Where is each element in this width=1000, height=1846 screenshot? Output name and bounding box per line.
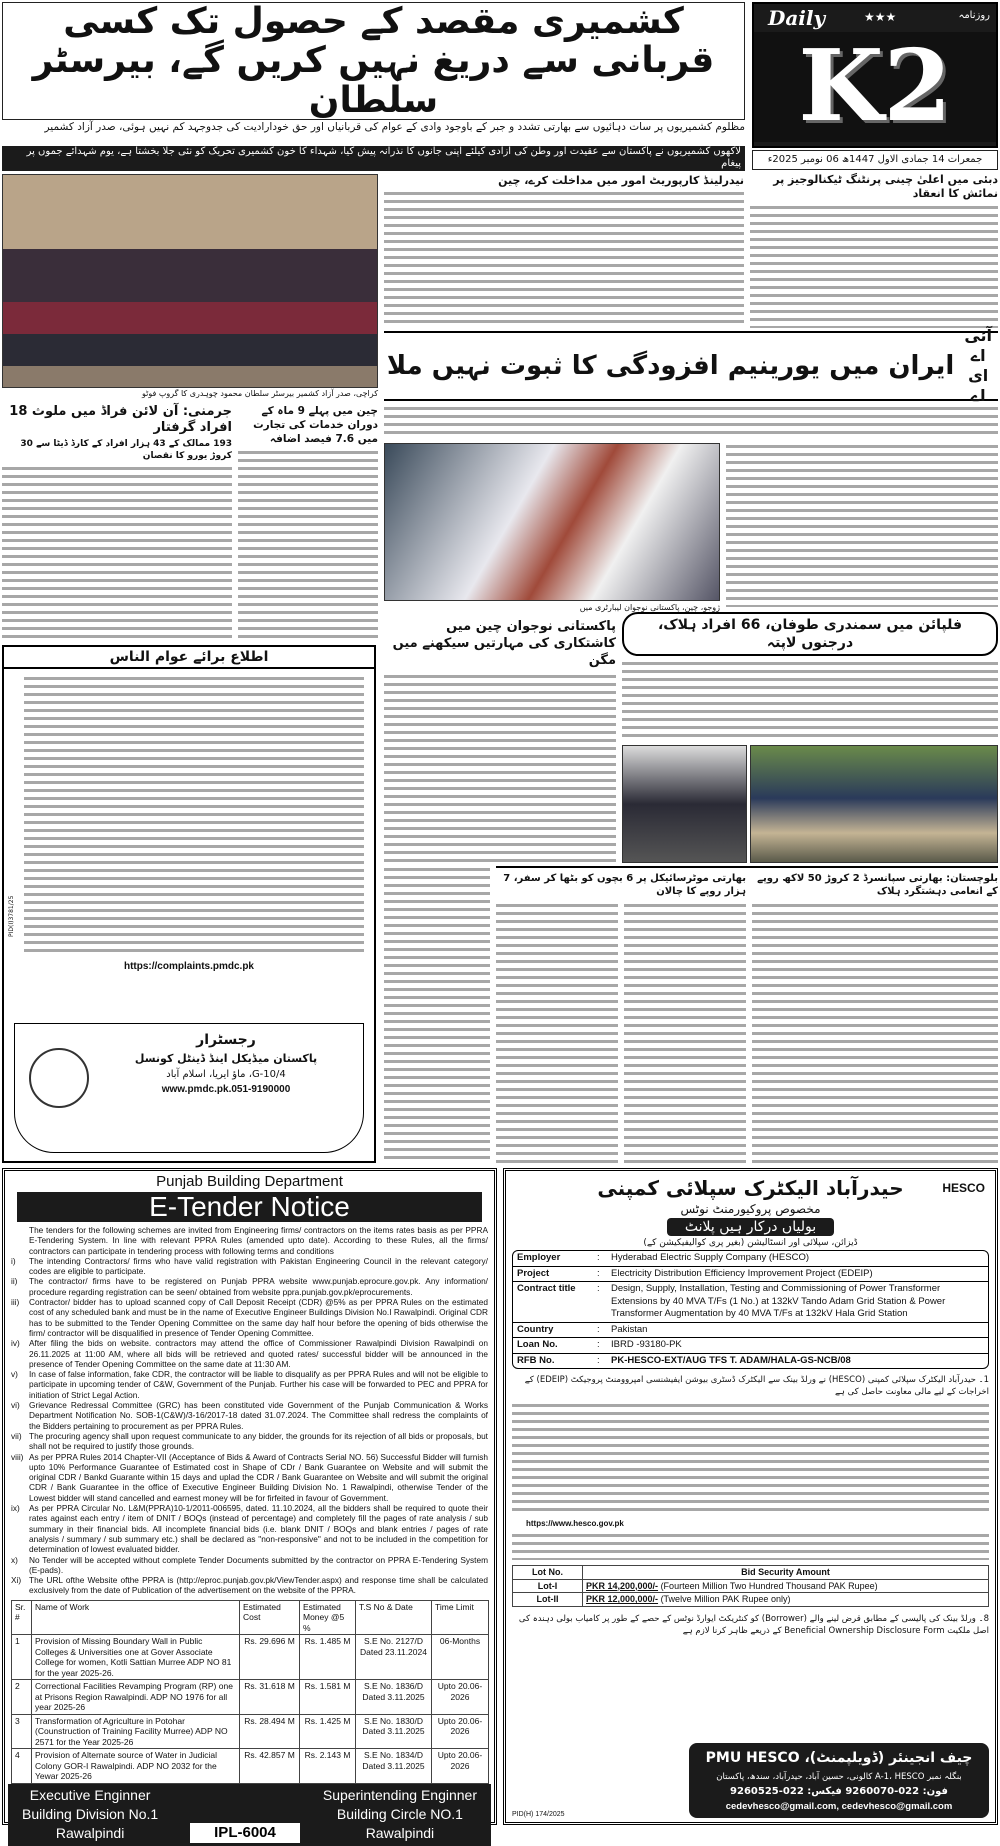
bottom-story-1-headline: بھارتی موٹرسائیکل پر 6 بچوں کو بٹھا کر سفر، 7 ہزار روپے کا چالان bbox=[503, 873, 746, 897]
divider bbox=[496, 866, 998, 868]
ipl-number: IPL-6004 bbox=[190, 1823, 300, 1843]
tender-condition bbox=[5, 1452, 494, 1503]
hesco-field-value: IBRD -93180-PK bbox=[611, 1339, 682, 1350]
hesco-title-row bbox=[506, 1171, 995, 1201]
story-dubai bbox=[750, 173, 998, 328]
story-china-trade bbox=[238, 404, 378, 642]
lead-subheadline: مظلوم کشمیریوں پر سات دہائیوں سے بھارتی تشدد و جبر کے باوجود وادی کے عوام کی قربانیاں اور حق خودارادیت کی جدوجہد کم نہیں ہوئی، صدر آزاد کشمیر bbox=[44, 121, 745, 133]
tender-title: E-Tender Notice bbox=[17, 1192, 482, 1222]
col-story-b bbox=[496, 902, 618, 1164]
hesco-pill: بولیاں درکار ہیں پلانٹ bbox=[667, 1218, 834, 1236]
condition-text: After filing the bids on website. contractors may attend the office of Commissioner Rawalpindi Division Rawalpindi on 26.11.2025 at 11:00 AM, where all bids will be retrieved and quoted rates/ successful bidder will be announced in the presence of Tender Opening Committee on the same date at 11:30 AM. bbox=[29, 1338, 488, 1369]
pmdc-pid: PID(I)3781/25 bbox=[8, 895, 15, 937]
tender-cell: Provision of Missing Boundary Wall in Public Colleges & Universities one at Gover Associate College for women, Kotli Sattian Murree ADP NO 81 for the year 2025-26. bbox=[32, 1635, 240, 1680]
condition-number: v) bbox=[11, 1369, 18, 1380]
hesco-field-row: Employer : Hyderabad Electric Supply Company (HESCO) bbox=[513, 1251, 988, 1267]
lead-headline-box bbox=[2, 2, 745, 120]
tender-condition bbox=[5, 1297, 494, 1338]
tender-condition bbox=[5, 1575, 494, 1596]
hesco-field-label: Project bbox=[517, 1267, 550, 1279]
hesco-subtitle: مخصوص پروکیورمنٹ نوٹس bbox=[680, 1202, 821, 1216]
tender-column-header: Estimated Money @5 % bbox=[300, 1600, 356, 1635]
lot-row bbox=[513, 1579, 989, 1593]
bottom-story-1-body bbox=[624, 902, 746, 1164]
hesco-field-row: Contract title : Design, Supply, Installation, Testing and Commissioning of Power Transformer Extensions by 40 MVA T/Fs (1 No.) at 132kV Tando Adam Grid Station & Power Transformer Augmentation by 40 MVA T/Fs at 132kV Hala Grid Station bbox=[513, 1282, 988, 1323]
sig-left bbox=[22, 1786, 158, 1843]
condition-number: i) bbox=[11, 1255, 16, 1266]
hesco-field-row: Loan No. : IBRD -93180-PK bbox=[513, 1338, 988, 1354]
pmdc-body bbox=[24, 675, 364, 955]
condition-text: The URL ofthe Website ofthe PPRA is (http://eproc.punjab.gov.pk/ViewTender.aspx) and response time shall be calculated exclusively from the date of Publication of the advertisement on the website of the PPRA. bbox=[29, 1575, 488, 1596]
tender-cell: 4 bbox=[12, 1749, 32, 1784]
hesco-phone: فون: 022-9260070 فیکس: 022-9260525 bbox=[730, 1786, 948, 1797]
iran-headline-box bbox=[384, 326, 998, 405]
story-netherlands-headline: نیدرلینڈ کارپوریٹ امور میں مداخلت کرے، چین bbox=[498, 174, 744, 187]
tender-row bbox=[12, 1635, 489, 1680]
sig-left-division: Building Division No.1 bbox=[22, 1805, 159, 1822]
hesco-para8: 8۔ ورلڈ بینک کی پالیسی کے مطابق قرض لینے والے (Borrower) کو کنٹریکٹ ایوارڈ نوٹس کے حصے کے طور پر کامیاب بولی دہندہ کی اصل ملکیت Beneficial Ownership Disclosure Form کے ذریعے ظاہر کرنا لازم ہے bbox=[518, 1613, 989, 1636]
hesco-field-row: RFB No. : PK-HESCO-EXT/AUG TFS T. ADAM/HALA-GS-NCB/08 bbox=[513, 1354, 988, 1369]
condition-text: As per PPRA Circular No. L&M(PPRA)10-1/2011-006595, dated. 11.10.2024, all the bidders shall be required to quote their rates against each entry / item of DNIT / BOQs (instead of percentage) and completely fill the pages of rate analysis / sub summary in their financial bids. All incomplete financial bids (i.e. blank DNIT / BOQs and blank entries / pages of rate analysis / summary / sub summary etc.) shall be declared as "non-responsive" and not to be included in the competition for determination of lowest evaluated bidder. bbox=[29, 1503, 488, 1555]
lot-number: Lot-II bbox=[513, 1593, 583, 1607]
tender-cell: Transformation of Agriculture in Potohar (Counstruction of Training Facility Murree) ADP NO 2571 for the Year 2025-26 bbox=[32, 1714, 240, 1749]
issue-date: جمعرات 14 جمادی الاول 1447ھ 06 نومبر 2025ء bbox=[752, 150, 998, 170]
tender-cell: Upto 20.06-2026 bbox=[432, 1680, 489, 1715]
pmdc-title: اطلاع برائے عوام الناس bbox=[4, 647, 374, 669]
hesco-field-label: Contract title bbox=[517, 1283, 576, 1294]
tender-cell: 06-Months bbox=[432, 1635, 489, 1680]
germany-subheadline: 193 ممالک کے 43 ہزار افراد کے کارڈ ڈیٹا سے 30 کروڑ یورو کا نقصان bbox=[20, 439, 232, 461]
logo-stars: ★★★ bbox=[864, 10, 897, 24]
tender-condition bbox=[5, 1400, 494, 1431]
sig-left-title: Executive Enginner bbox=[29, 1786, 151, 1803]
lead-headline: کشمیری مقصد کے حصول تک کسی قربانی سے دریغ نہیں کریں گے، بیرسٹر سلطان bbox=[32, 0, 715, 121]
tender-condition bbox=[5, 1503, 494, 1554]
lot-row bbox=[513, 1593, 989, 1607]
tender-table bbox=[11, 1600, 489, 1784]
sig-right bbox=[323, 1786, 477, 1843]
lot-amount-words: (Fourteen Million Two Hundred Thousand PAK Rupee) bbox=[660, 1580, 878, 1591]
lot-col-no: Lot No. bbox=[513, 1566, 583, 1580]
story-dubai-headline: دبئی میں اعلیٰ چینی پرنٹنگ ٹیکنالوجیز پر نمائش کا انعقاد bbox=[773, 173, 998, 200]
pmdc-contact: www.pmdc.pk.051-9190000 bbox=[161, 1084, 291, 1095]
bottom-story-2-body bbox=[752, 902, 998, 1164]
tender-cell: S.E No. 1834/D Dated 3.11.2025 bbox=[356, 1749, 432, 1784]
tender-cell: Rs. 42.857 M bbox=[240, 1749, 300, 1784]
germany-body bbox=[2, 465, 232, 642]
philippines-headline-box bbox=[622, 612, 998, 656]
lab-photo-caption: ژوجو، چین، پاکستانی نوجوان لیبارٹری میں bbox=[579, 603, 720, 612]
philippines-body bbox=[622, 660, 998, 742]
bottom-story-2-headline: بلوچستان: بھارتی سپانسرڈ 2 کروڑ 50 لاکھ روپے کے انعامی دہشتگرد ہلاک bbox=[757, 873, 998, 897]
condition-text: Grievance Redressal Committee (GRC) has been constituted vide Government of the Punjab Communication & Works Department Notification No. SOB-1(C&W)/3-16/2017-18 dated 31.07.2024. The Committee shall redress the complaints of the Bidders pertaining to procurement as per PPRA Rules. bbox=[29, 1400, 488, 1431]
hesco-body bbox=[512, 1402, 989, 1514]
hesco-contact-address: بنگلہ نمبر A-1، HESCO کالونی، حسین آباد، حیدرآباد، سندھ، پاکستان bbox=[716, 1772, 962, 1782]
hesco-pid: PID(H) 174/2025 bbox=[512, 1811, 565, 1818]
tender-row bbox=[12, 1714, 489, 1749]
story-netherlands bbox=[384, 174, 744, 328]
condition-number: iii) bbox=[11, 1297, 20, 1308]
pak-youth-headline: پاکستانی نوجوان چین میں کاشتکاری کی مہارتیں سیکھنے میں مگن bbox=[392, 619, 616, 668]
condition-text: The intending Contractors/ firms who have valid registration with Pakistan Engineering Council in the relevant category/ codes are eligible to participate. bbox=[29, 1255, 488, 1277]
hesco-field-row: Project : Electricity Distribution Efficiency Improvement Project (EDEIP) bbox=[513, 1267, 988, 1283]
pmdc-notice bbox=[2, 645, 376, 1163]
condition-number: iv) bbox=[11, 1338, 20, 1349]
right-column-body bbox=[726, 443, 998, 607]
sig-right-city: Rawalpindi bbox=[365, 1824, 435, 1841]
tender-cell: Rs. 1.581 M bbox=[300, 1680, 356, 1715]
tender-column-header: Time Limit bbox=[432, 1600, 489, 1635]
hesco-scope: ڈیزائن، سپلائی اور انسٹالیشن (بغیر پری کوالیفیکیشن کے) bbox=[643, 1238, 858, 1248]
col-story-a bbox=[384, 866, 490, 1164]
k2-logo bbox=[752, 2, 998, 148]
tender-condition bbox=[5, 1256, 494, 1277]
lot-number: Lot-I bbox=[513, 1579, 583, 1593]
tender-dept: Punjab Building Department bbox=[156, 1173, 343, 1190]
condition-number: vi) bbox=[11, 1400, 20, 1411]
hesco-field-value: Pakistan bbox=[611, 1323, 648, 1335]
hesco-field-row: Country : Pakistan bbox=[513, 1323, 988, 1339]
story-netherlands-body bbox=[384, 190, 744, 328]
tender-signature-block bbox=[8, 1784, 491, 1846]
hesco-contact-box bbox=[689, 1743, 989, 1818]
tender-condition bbox=[5, 1369, 494, 1400]
condition-text: Contractor/ bidder has to upload scanned copy of Call Deposit Receipt (CDR) @5% as per PPRA Rules on the estimated cost of any scheduled bank and must be in the name of Executive Engineer Buildings Division No.I Rawalpindi. Original CDR has to be submitted to the Tender Opening Committee on the same day half hour before the opening of bids otherwise the firm/ contractor will be disqualified in presence of Tender Opening Committee. bbox=[29, 1297, 488, 1338]
china-trade-body bbox=[238, 449, 378, 642]
pmdc-footer bbox=[14, 1023, 364, 1153]
tender-condition bbox=[5, 1276, 494, 1297]
tender-cell: Rs. 28.494 M bbox=[240, 1714, 300, 1749]
hesco-footer-row bbox=[506, 1743, 995, 1822]
group-photo bbox=[2, 174, 378, 388]
hesco-field-label: Loan No. bbox=[517, 1339, 558, 1350]
condition-text: No Tender will be accepted without complete Tender Documents submitted by the contractor on PPRA E-Tendering System (E-pads). bbox=[29, 1554, 488, 1575]
lot-col-amount: Bid Security Amount bbox=[583, 1566, 989, 1580]
iran-headline: ایران میں یورینیم افزودگی کا ثبوت نہیں ملا bbox=[386, 351, 955, 381]
lot-amount-cell bbox=[583, 1593, 989, 1607]
story-philippines bbox=[622, 612, 998, 742]
tender-row bbox=[12, 1680, 489, 1715]
condition-number: x) bbox=[11, 1554, 18, 1565]
hesco-email[interactable]: cedevhesco@gmail.com, cedevhesco@gmail.com bbox=[725, 1801, 953, 1812]
logo-urdu-name: روزنامہ bbox=[958, 10, 990, 21]
tender-cell: Rs. 29.696 M bbox=[240, 1635, 300, 1680]
tender-cell: Upto 20.06-2026 bbox=[432, 1749, 489, 1784]
hesco-field-value: Design, Supply, Installation, Testing and Commissioning of Power Transformer Extensions by 40 MVA T/Fs (1 No.) at 132kV Tando Adam Grid Station & Power Transformer Augmentation by 40 MVA T/Fs at 132kV Hala Grid Station bbox=[611, 1283, 946, 1319]
event-photo-2 bbox=[750, 745, 998, 863]
pmdc-registrar: رجسٹرار bbox=[196, 1032, 256, 1048]
hesco-title: حیدرآباد الیکٹرک سپلائی کمپنی bbox=[597, 1176, 904, 1200]
tender-cell: Rs. 1.485 M bbox=[300, 1635, 356, 1680]
condition-text: The procuring agency shall upon request communicate to any bidder, the grounds for its rejection of all bids or proposals, but shall not be required to justify those grounds. bbox=[29, 1430, 488, 1452]
tender-row bbox=[12, 1749, 489, 1784]
e-tender-notice bbox=[2, 1168, 497, 1841]
tender-cell: 1 bbox=[12, 1635, 32, 1680]
tender-cell: Correctional Facilities Revamping Program (RP) one at Prisons Region Rawalpindi. ADP NO 1976 for all year 2025-26 bbox=[32, 1680, 240, 1715]
china-trade-headline: چین میں پہلے 9 ماہ کے دوران خدمات کی تجارت میں 7.6 فیصد اضافہ bbox=[253, 405, 378, 445]
story-dubai-body bbox=[750, 204, 998, 328]
lab-photo bbox=[384, 443, 720, 601]
logo-daily: Daily bbox=[768, 6, 826, 30]
lot-table bbox=[512, 1565, 989, 1607]
hesco-field-label: RFB No. bbox=[517, 1354, 555, 1366]
tender-cell: S.E No. 2127/D Dated 23.11.2024 bbox=[356, 1635, 432, 1680]
condition-number: viii) bbox=[11, 1451, 24, 1462]
bottom-story-1 bbox=[496, 872, 746, 1164]
hesco-field-label: Country bbox=[517, 1323, 554, 1335]
condition-text: As per PPRA Rules 2014 Chapter-VII (Acceptance of Bids & Award of Contracts Serial NO. 56) Successful Bidder will furnish upto 10% Performance Guarantee of Estimated cost in Shape of CDr / Bank Guarantee on Website and will submit the original CDR / Bankd Guarante within 15 days and uplad the CDR / Bank Guarantee on Website and will submit the original CDR / Bank Guarantee in the office of Executive Engineer Building Division No. 1 Rawalpindi, otherwise Tender of the Lowest bidder will stand cancelled and earnest money will be for firfeited in favour of Government. bbox=[29, 1451, 488, 1503]
tender-column-header: Name of Work bbox=[32, 1600, 240, 1635]
hesco-logo: HESCO bbox=[942, 1181, 985, 1195]
germany-headline: جرمنی: آن لائن فراڈ میں ملوث 18 افراد گرفتار bbox=[9, 404, 232, 435]
tender-cell: Rs. 31.618 M bbox=[240, 1680, 300, 1715]
philippines-headline: فلپائن میں سمندری طوفان، 66 افراد ہلاک، درجنوں لاپتہ bbox=[657, 617, 963, 651]
condition-number: ii) bbox=[11, 1276, 18, 1287]
lot-amount: PKR 12,000,000/- bbox=[586, 1594, 659, 1604]
bottom-story-2 bbox=[752, 872, 998, 1164]
tender-cell: S.E No. 1830/D Dated 3.11.2025 bbox=[356, 1714, 432, 1749]
condition-number: vii) bbox=[11, 1430, 22, 1441]
condition-text: The contractor/ firms have to be registered on Punjab PPRA website www.punjab.eprocure.gov.pk. Any information/ procedure regarding registration can be seen/ obtained from website ppra.punjab.gov.pk/eprocurements. bbox=[29, 1276, 488, 1297]
iran-body bbox=[384, 405, 998, 439]
story-germany bbox=[2, 404, 232, 642]
pmdc-council: پاکستان میڈیکل اینڈ ڈینٹل کونسل bbox=[134, 1052, 318, 1065]
sig-right-title: Superintending Enginner bbox=[322, 1786, 477, 1803]
hesco-field-value: Hyderabad Electric Supply Company (HESCO) bbox=[611, 1252, 809, 1263]
tender-cell: 3 bbox=[12, 1714, 32, 1749]
hesco-field-value: PK-HESCO-EXT/AUG TFS T. ADAM/HALA-GS-NCB/08 bbox=[611, 1354, 851, 1366]
pmdc-seal-icon bbox=[29, 1048, 89, 1108]
tender-cell: Rs. 2.143 M bbox=[300, 1749, 356, 1784]
lot-amount-cell bbox=[583, 1579, 989, 1593]
tender-condition bbox=[5, 1555, 494, 1576]
tender-cell: S.E No. 1836/D Dated 3.11.2025 bbox=[356, 1680, 432, 1715]
tender-cell: Upto 20.06-2026 bbox=[432, 1714, 489, 1749]
tender-column-header: Estimated Cost bbox=[240, 1600, 300, 1635]
hesco-fields-table bbox=[512, 1250, 989, 1369]
tender-condition bbox=[5, 1338, 494, 1369]
tender-intro: The tenders for the following schemes are invited from Engineering firms/ contractors on the items rates basis as per PPRA E-Tendering System. In line with relevant PPRA Rules (amended upto date). According to these Rules, all the firms/ contractors can participate in tendering process with following terms and conditions bbox=[29, 1225, 488, 1256]
condition-number: ix) bbox=[11, 1503, 20, 1514]
tender-condition bbox=[5, 1431, 494, 1452]
pmdc-complaints-url[interactable]: https://complaints.pmdc.pk bbox=[123, 961, 254, 972]
hesco-website[interactable]: https://www.hesco.gov.pk bbox=[526, 1519, 624, 1528]
tender-cell: Rs. 1.425 M bbox=[300, 1714, 356, 1749]
story-pak-youth bbox=[384, 618, 616, 862]
lead-strip: لاکھوں کشمیریوں نے پاکستان سے عقیدت اور وطن کی آزادی کیلئے اپنی جانوں کا نذرانہ پیش کیا، شہداء کا خون کشمیری تحریک کو نئی جلا بخشتا ہے، یوم شہدائے جموں پر پیغام bbox=[2, 146, 745, 171]
hesco-field-value: Electricity Distribution Efficiency Improvement Project (EDEIP) bbox=[611, 1267, 873, 1279]
sig-right-circle: Building Circle NO.1 bbox=[336, 1805, 463, 1822]
sig-left-city: Rawalpindi bbox=[55, 1824, 125, 1841]
lot-amount: PKR 14,200,000/- bbox=[586, 1580, 659, 1591]
logo-k2: K2 bbox=[754, 32, 996, 142]
hesco-body-2 bbox=[512, 1532, 989, 1560]
iaea-tag: آئی اے ای اے bbox=[964, 326, 992, 405]
hesco-notice bbox=[503, 1168, 998, 1825]
lot-amount-words: (Twelve Million PAK Rupee only) bbox=[660, 1594, 791, 1604]
hesco-para1: 1۔ حیدرآباد الیکٹرک سپلائی کمپنی (HESCO) نے ورلڈ بینک سے الیکٹرک ڈسٹری بیوشن ایفیشنسی امپروومنٹ پروجیکٹ (EDEIP) کے اخراجات کے لیے مالی معاونت حاصل کی ہے bbox=[524, 1375, 989, 1397]
tender-cell: Provision of Alternate source of Water in Judicial Colony GOR-I Rawalpindi. ADP NO 2032 for the Yewar 2025-26 bbox=[32, 1749, 240, 1784]
condition-number: Xi) bbox=[11, 1575, 22, 1586]
event-photo-1 bbox=[622, 745, 747, 863]
hesco-contact-title: چیف انجینئر (ڈویلپمنٹ)، PMU HESCO bbox=[705, 1750, 973, 1766]
group-photo-caption: کراچی، صدر آزاد کشمیر بیرسٹر سلطان محمود چوہدری کا گروپ فوٹو bbox=[141, 389, 378, 398]
hesco-field-label: Employer bbox=[517, 1252, 561, 1263]
condition-text: In case of false information, fake CDR, the contractor will be liable to disqualify as per PPRA Rules and will not be eligible to participate in upcoming tender of C&W, Government of the Punjab. Further his case will be forwarded to PEC and PPRA for initiation of Strict Legal Action. bbox=[29, 1369, 488, 1400]
bottom-story-1-columns bbox=[496, 902, 746, 1164]
tender-column-header: T.S No & Date bbox=[356, 1600, 432, 1635]
pmdc-address: G-10/4، ماؤ ایریا، اسلام آباد bbox=[166, 1069, 286, 1080]
tender-cell: 2 bbox=[12, 1680, 32, 1715]
tender-column-header: Sr. # bbox=[12, 1600, 32, 1635]
pak-youth-body bbox=[384, 673, 616, 862]
